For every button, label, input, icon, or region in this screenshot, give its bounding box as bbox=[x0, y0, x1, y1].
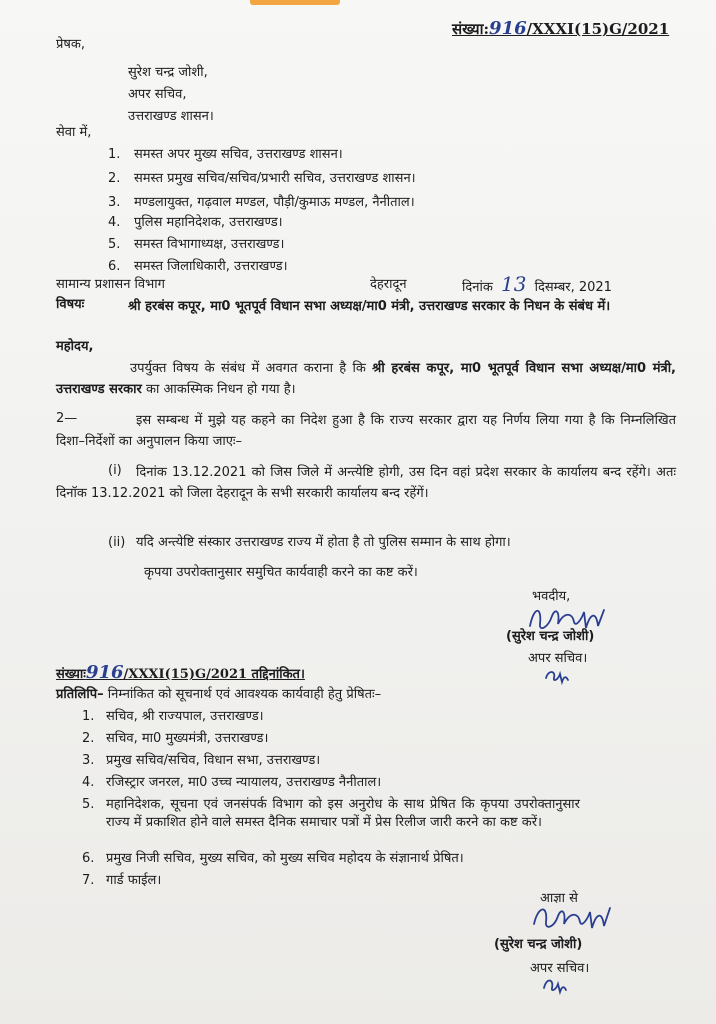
signature-2-scribble bbox=[530, 898, 620, 938]
copy-item: प्रमुख निजी सचिव, मुख्य सचिव, को मुख्य सचिव महोदय के संज्ञानार्थ प्रेषित। bbox=[106, 851, 464, 866]
copy-number bbox=[56, 664, 305, 683]
copy-item: सचिव, मा0 मुख्यमंत्री, उत्तराखण्ड। bbox=[106, 731, 269, 746]
city-name: देहरादून bbox=[370, 277, 407, 292]
point-ii-text: यदि अन्त्येष्टि संस्कार उत्तराखण्ड राज्य में होता है तो पुलिस सम्मान के साथ होगा। bbox=[136, 535, 511, 550]
recipient-number: 5. bbox=[108, 237, 121, 252]
copy-item-number: 5. bbox=[82, 797, 95, 812]
copy-item: रजिस्ट्रार जनरल, मा0 उच्च न्यायालय, उत्तराखण्ड नैनीताल। bbox=[106, 775, 382, 790]
initial-mark-1 bbox=[540, 664, 570, 686]
paragraph-1 bbox=[56, 358, 676, 400]
recipient-number: 2. bbox=[108, 171, 121, 186]
signatory-designation-2: अपर सचिव। bbox=[530, 961, 590, 976]
point-i-number: (i) bbox=[108, 463, 122, 478]
reference-handwritten-number: 916 bbox=[489, 18, 527, 39]
copy-intro bbox=[56, 686, 381, 703]
paragraph-2-number: 2— bbox=[56, 411, 78, 426]
copy-intro-text: निम्नांकित को सूचनार्थ एवं आवश्यक कार्यवाही हेतु प्रेषितः– bbox=[107, 687, 382, 702]
copy-item: महानिदेशक, सूचना एवं जनसंपर्क विभाग को इस अनुरोध के साथ प्रेषित कि कृपया उपरोक्तानुसार राज्य में प्रकाशित होने वाले समस्त दैनिक समाचार पत्रों में प्रेस रिलीज जारी करने का कष्ट करें। bbox=[106, 797, 580, 830]
recipient-number: 1. bbox=[108, 147, 121, 162]
recipient-number: 3. bbox=[108, 195, 121, 210]
recipients-label: सेवा में, bbox=[56, 125, 92, 140]
recipient-number: 6. bbox=[108, 259, 121, 274]
paragraph-1-bold: श्री हरबंस कपूर, मा0 भूतपूर्व विधान सभा अध्यक्ष/मा0 मंत्री, उत्तराखण्ड सरकार bbox=[56, 361, 676, 397]
copy-item: सचिव, श्री राज्यपाल, उत्तराखण्ड। bbox=[106, 709, 264, 724]
copy-item-number: 6. bbox=[82, 851, 95, 866]
recipient-item: समस्त प्रमुख सचिव/सचिव/प्रभारी सचिव, उत्तराखण्ड शासन। bbox=[134, 171, 416, 186]
copy-number-suffix: /XXXI(15)G/2021 तद्दिनांकित। bbox=[123, 667, 305, 682]
recipient-item: मण्डलायुक्त, गढ़वाल मण्डल, पौड़ी/कुमाऊ मण्डल, नैनीताल। bbox=[134, 195, 415, 210]
signatory-name-2: (सुरेश चन्द्र जोशी) bbox=[494, 937, 583, 952]
recipient-item: पुलिस महानिदेशक, उत्तराखण्ड। bbox=[134, 215, 283, 230]
recipient-item: समस्त विभागाध्यक्ष, उत्तराखण्ड। bbox=[134, 237, 285, 252]
request-line: कृपया उपरोक्तानुसार समुचित कार्यवाही करने का कष्ट करें। bbox=[144, 565, 418, 580]
closing-by-order: आज्ञा से bbox=[540, 891, 578, 906]
initial-mark-2 bbox=[538, 972, 568, 996]
copy-number-label: संख्याः bbox=[56, 667, 86, 682]
reference-suffix: /XXXI(15)G/2021 bbox=[526, 20, 670, 38]
copy-item: गार्ड फाईल। bbox=[106, 873, 162, 888]
recipient-item: समस्त जिलाधिकारी, उत्तराखण्ड। bbox=[134, 259, 288, 274]
department-name: सामान्य प्रशासन विभाग bbox=[56, 277, 165, 292]
recipient-item: समस्त अपर मुख्य सचिव, उत्तराखण्ड शासन। bbox=[134, 147, 343, 162]
copy-intro-label: प्रतिलिपि– bbox=[56, 687, 104, 702]
paper-edge-strip bbox=[250, 0, 340, 5]
copy-handwritten-number: 916 bbox=[85, 662, 124, 683]
paragraph-2: इस सम्बन्ध में मुझे यह कहने का निदेश हुआ है कि राज्य सरकार द्वारा यह निर्णय लिया गया है कि निम्नलिखित दिशा–निर्देशों का अनुपालन किया जाएः– bbox=[56, 413, 676, 449]
copy-item: प्रमुख सचिव/सचिव, विधान सभा, उत्तराखण्ड। bbox=[106, 753, 321, 768]
reference-label: संख्या: bbox=[452, 20, 490, 38]
date-line bbox=[462, 272, 612, 296]
initial-mark-2-scribble bbox=[538, 972, 568, 996]
point-ii-number: (ii) bbox=[108, 535, 126, 550]
copy-item-number: 1. bbox=[82, 709, 95, 724]
date-handwritten-day: 13 bbox=[500, 272, 527, 296]
subject-label: विषयः bbox=[56, 297, 85, 312]
recipient-number: 4. bbox=[108, 215, 121, 230]
sender-designation: अपर सचिव, bbox=[128, 87, 187, 102]
point-i-text: दिनांक 13.12.2021 को जिस जिले में अन्त्येष्टि होगी, उस दिन वहां प्रदेश सरकार के कार्यालय बन्द रहेंगे। अतः दिनॉक 13.12.2021 को जिला देहरादून के सभी सरकारी कार्यालय बन्द रहेंगें। bbox=[56, 465, 676, 501]
date-month-year: दिसम्बर, 2021 bbox=[534, 280, 612, 295]
salutation: महोदय, bbox=[56, 339, 94, 354]
initial-mark-1-scribble bbox=[540, 664, 570, 686]
sender-label: प्रेषक, bbox=[56, 37, 86, 52]
signatory-name-1: (सुरेश चन्द्र जोशी) bbox=[506, 629, 595, 644]
sender-name: सुरेश चन्द्र जोशी, bbox=[128, 65, 208, 80]
signature-2 bbox=[530, 898, 620, 938]
paragraph-1-lead: उपर्युक्त विषय के संबंध में अवगत कराना है कि bbox=[130, 361, 373, 376]
copy-item-number: 7. bbox=[82, 873, 95, 888]
copy-item-number: 4. bbox=[82, 775, 95, 790]
copy-item-number: 2. bbox=[82, 731, 95, 746]
paragraph-1-tail: का आकस्मिक निधन हो गया है। bbox=[141, 382, 296, 397]
closing-yours: भवदीय, bbox=[532, 589, 571, 604]
subject-text: श्री हरबंस कपूर, मा0 भूतपूर्व विधान सभा अध्यक्ष/मा0 मंत्री, उत्तराखण्ड सरकार के निधन के संबंध में। bbox=[128, 299, 611, 314]
reference-number bbox=[452, 20, 669, 38]
signatory-designation-1: अपर सचिव। bbox=[528, 651, 588, 666]
date-label: दिनांक bbox=[462, 280, 493, 295]
copy-item-number: 3. bbox=[82, 753, 95, 768]
sender-office: उत्तराखण्ड शासन। bbox=[128, 109, 214, 124]
